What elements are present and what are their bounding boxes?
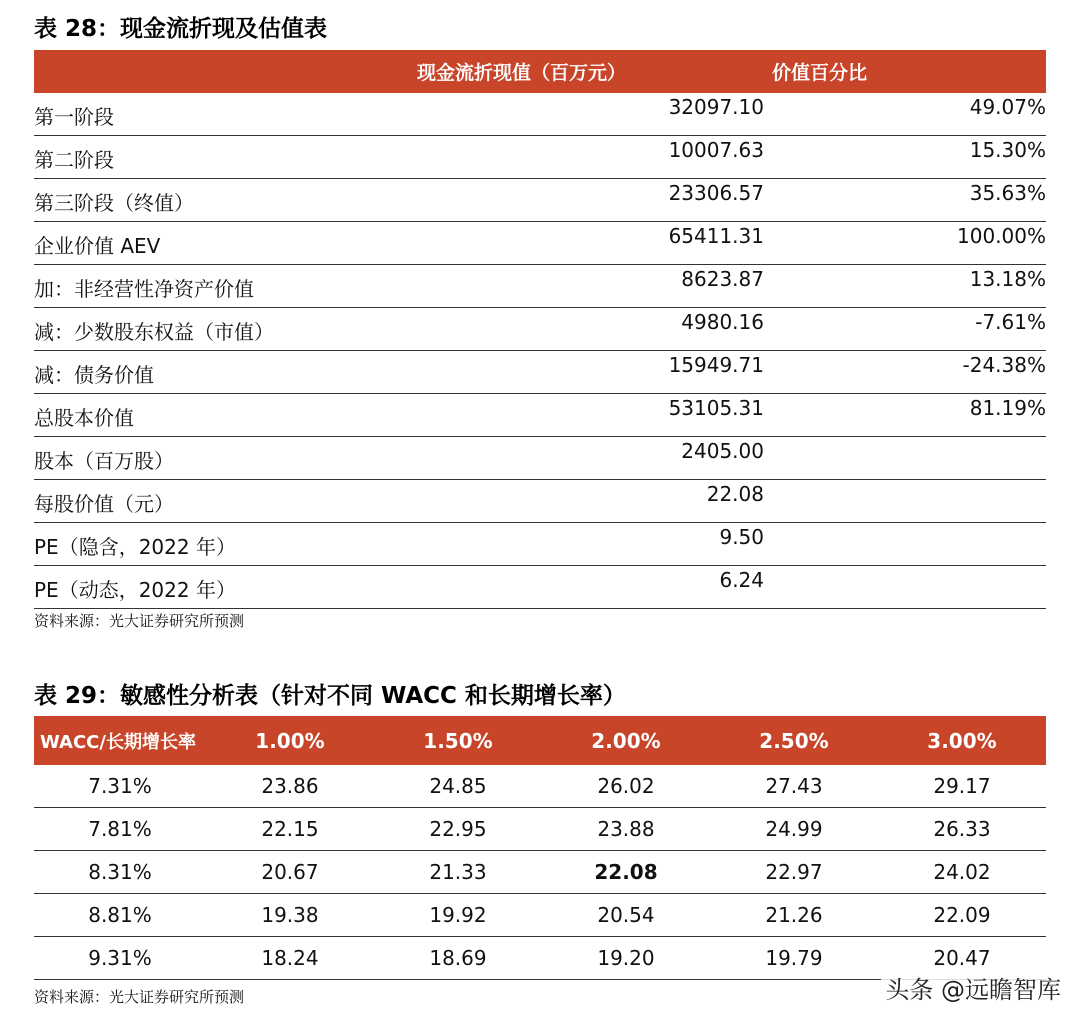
header-blank bbox=[34, 50, 334, 93]
table29-source: 资料来源：光大证券研究所预测 bbox=[34, 988, 245, 1006]
table-row bbox=[34, 308, 1046, 351]
header-value-pct: 价值百分比 bbox=[764, 50, 1046, 93]
row-label: 股本（百万股） bbox=[34, 437, 334, 480]
table-row bbox=[34, 179, 1046, 222]
row-label: 总股本价值 bbox=[34, 394, 334, 437]
row-value: 26.33 bbox=[878, 808, 1046, 851]
row-value: 29.17 bbox=[878, 765, 1046, 808]
row-wacc: 7.31% bbox=[34, 765, 206, 808]
header-growth-3: 2.00% bbox=[542, 716, 710, 765]
table-row bbox=[34, 265, 1046, 308]
row-value: 23.86 bbox=[206, 765, 374, 808]
row-value: 21.33 bbox=[374, 851, 542, 894]
row-label: 减：债务价值 bbox=[34, 351, 334, 394]
row-value: 20.54 bbox=[542, 894, 710, 937]
table-header-row bbox=[34, 716, 1046, 765]
row-dcf-value: 22.08 bbox=[334, 480, 764, 523]
table-row bbox=[34, 523, 1046, 566]
table-header-row bbox=[34, 50, 1046, 93]
header-wacc-growth: WACC/长期增长率 bbox=[34, 716, 206, 765]
row-value: 19.92 bbox=[374, 894, 542, 937]
row-label: 第一阶段 bbox=[34, 93, 334, 136]
table-row bbox=[34, 136, 1046, 179]
row-value: 22.08 bbox=[542, 851, 710, 894]
header-growth-1: 1.00% bbox=[206, 716, 374, 765]
row-dcf-value: 65411.31 bbox=[334, 222, 764, 265]
row-value-pct: -7.61% bbox=[764, 308, 1046, 351]
sensitivity-table bbox=[34, 716, 1046, 980]
row-dcf-value: 32097.10 bbox=[334, 93, 764, 136]
row-value-pct: 35.63% bbox=[764, 179, 1046, 222]
dcf-valuation-table bbox=[34, 50, 1046, 609]
header-growth-5: 3.00% bbox=[878, 716, 1046, 765]
table-row bbox=[34, 437, 1046, 480]
row-label: 加：非经营性净资产价值 bbox=[34, 265, 334, 308]
row-value: 24.02 bbox=[878, 851, 1046, 894]
row-value: 22.95 bbox=[374, 808, 542, 851]
row-dcf-value: 6.24 bbox=[334, 566, 764, 609]
row-value: 18.69 bbox=[374, 937, 542, 980]
header-dcf-value: 现金流折现值（百万元） bbox=[334, 50, 764, 93]
row-value-pct: 49.07% bbox=[764, 93, 1046, 136]
table-row bbox=[34, 93, 1046, 136]
row-value: 22.15 bbox=[206, 808, 374, 851]
table-row bbox=[34, 222, 1046, 265]
row-dcf-value: 2405.00 bbox=[334, 437, 764, 480]
row-dcf-value: 9.50 bbox=[334, 523, 764, 566]
table-row bbox=[34, 394, 1046, 437]
row-label: 第二阶段 bbox=[34, 136, 334, 179]
row-dcf-value: 23306.57 bbox=[334, 179, 764, 222]
row-value: 18.24 bbox=[206, 937, 374, 980]
table-row bbox=[34, 351, 1046, 394]
row-value-pct: 100.00% bbox=[764, 222, 1046, 265]
row-wacc: 9.31% bbox=[34, 937, 206, 980]
table28-title: 表 28：现金流折现及估值表 bbox=[34, 16, 328, 42]
row-value-pct: 15.30% bbox=[764, 136, 1046, 179]
table-row bbox=[34, 480, 1046, 523]
row-value: 20.47 bbox=[878, 937, 1046, 980]
row-wacc: 7.81% bbox=[34, 808, 206, 851]
row-value: 22.09 bbox=[878, 894, 1046, 937]
row-dcf-value: 10007.63 bbox=[334, 136, 764, 179]
row-value-pct bbox=[764, 480, 1046, 523]
table28-source: 资料来源：光大证券研究所预测 bbox=[34, 612, 245, 630]
row-label: 减：少数股东权益（市值） bbox=[34, 308, 334, 351]
row-label: PE（动态，2022 年） bbox=[34, 566, 334, 609]
header-growth-4: 2.50% bbox=[710, 716, 878, 765]
row-value: 19.38 bbox=[206, 894, 374, 937]
row-value-pct: -24.38% bbox=[764, 351, 1046, 394]
watermark: 头条 @远瞻智库 bbox=[881, 970, 1065, 1005]
row-dcf-value: 8623.87 bbox=[334, 265, 764, 308]
row-value: 21.26 bbox=[710, 894, 878, 937]
row-label: 每股价值（元） bbox=[34, 480, 334, 523]
table-row bbox=[34, 851, 1046, 894]
row-value: 23.88 bbox=[542, 808, 710, 851]
row-dcf-value: 15949.71 bbox=[334, 351, 764, 394]
row-value: 26.02 bbox=[542, 765, 710, 808]
row-value: 19.20 bbox=[542, 937, 710, 980]
row-value: 24.99 bbox=[710, 808, 878, 851]
row-label: 企业价值 AEV bbox=[34, 222, 334, 265]
row-value-pct bbox=[764, 566, 1046, 609]
row-label: 第三阶段（终值） bbox=[34, 179, 334, 222]
row-label: PE（隐含，2022 年） bbox=[34, 523, 334, 566]
table-row bbox=[34, 566, 1046, 609]
row-value: 22.97 bbox=[710, 851, 878, 894]
row-wacc: 8.81% bbox=[34, 894, 206, 937]
header-growth-2: 1.50% bbox=[374, 716, 542, 765]
table-row bbox=[34, 765, 1046, 808]
row-value-pct: 13.18% bbox=[764, 265, 1046, 308]
row-dcf-value: 4980.16 bbox=[334, 308, 764, 351]
row-value: 24.85 bbox=[374, 765, 542, 808]
table-row bbox=[34, 894, 1046, 937]
row-dcf-value: 53105.31 bbox=[334, 394, 764, 437]
row-value: 27.43 bbox=[710, 765, 878, 808]
row-value-pct bbox=[764, 437, 1046, 480]
row-value: 19.79 bbox=[710, 937, 878, 980]
table-row bbox=[34, 808, 1046, 851]
row-value: 20.67 bbox=[206, 851, 374, 894]
row-value-pct: 81.19% bbox=[764, 394, 1046, 437]
row-value-pct bbox=[764, 523, 1046, 566]
table29-title: 表 29：敏感性分析表（针对不同 WACC 和长期增长率） bbox=[34, 683, 626, 709]
row-wacc: 8.31% bbox=[34, 851, 206, 894]
